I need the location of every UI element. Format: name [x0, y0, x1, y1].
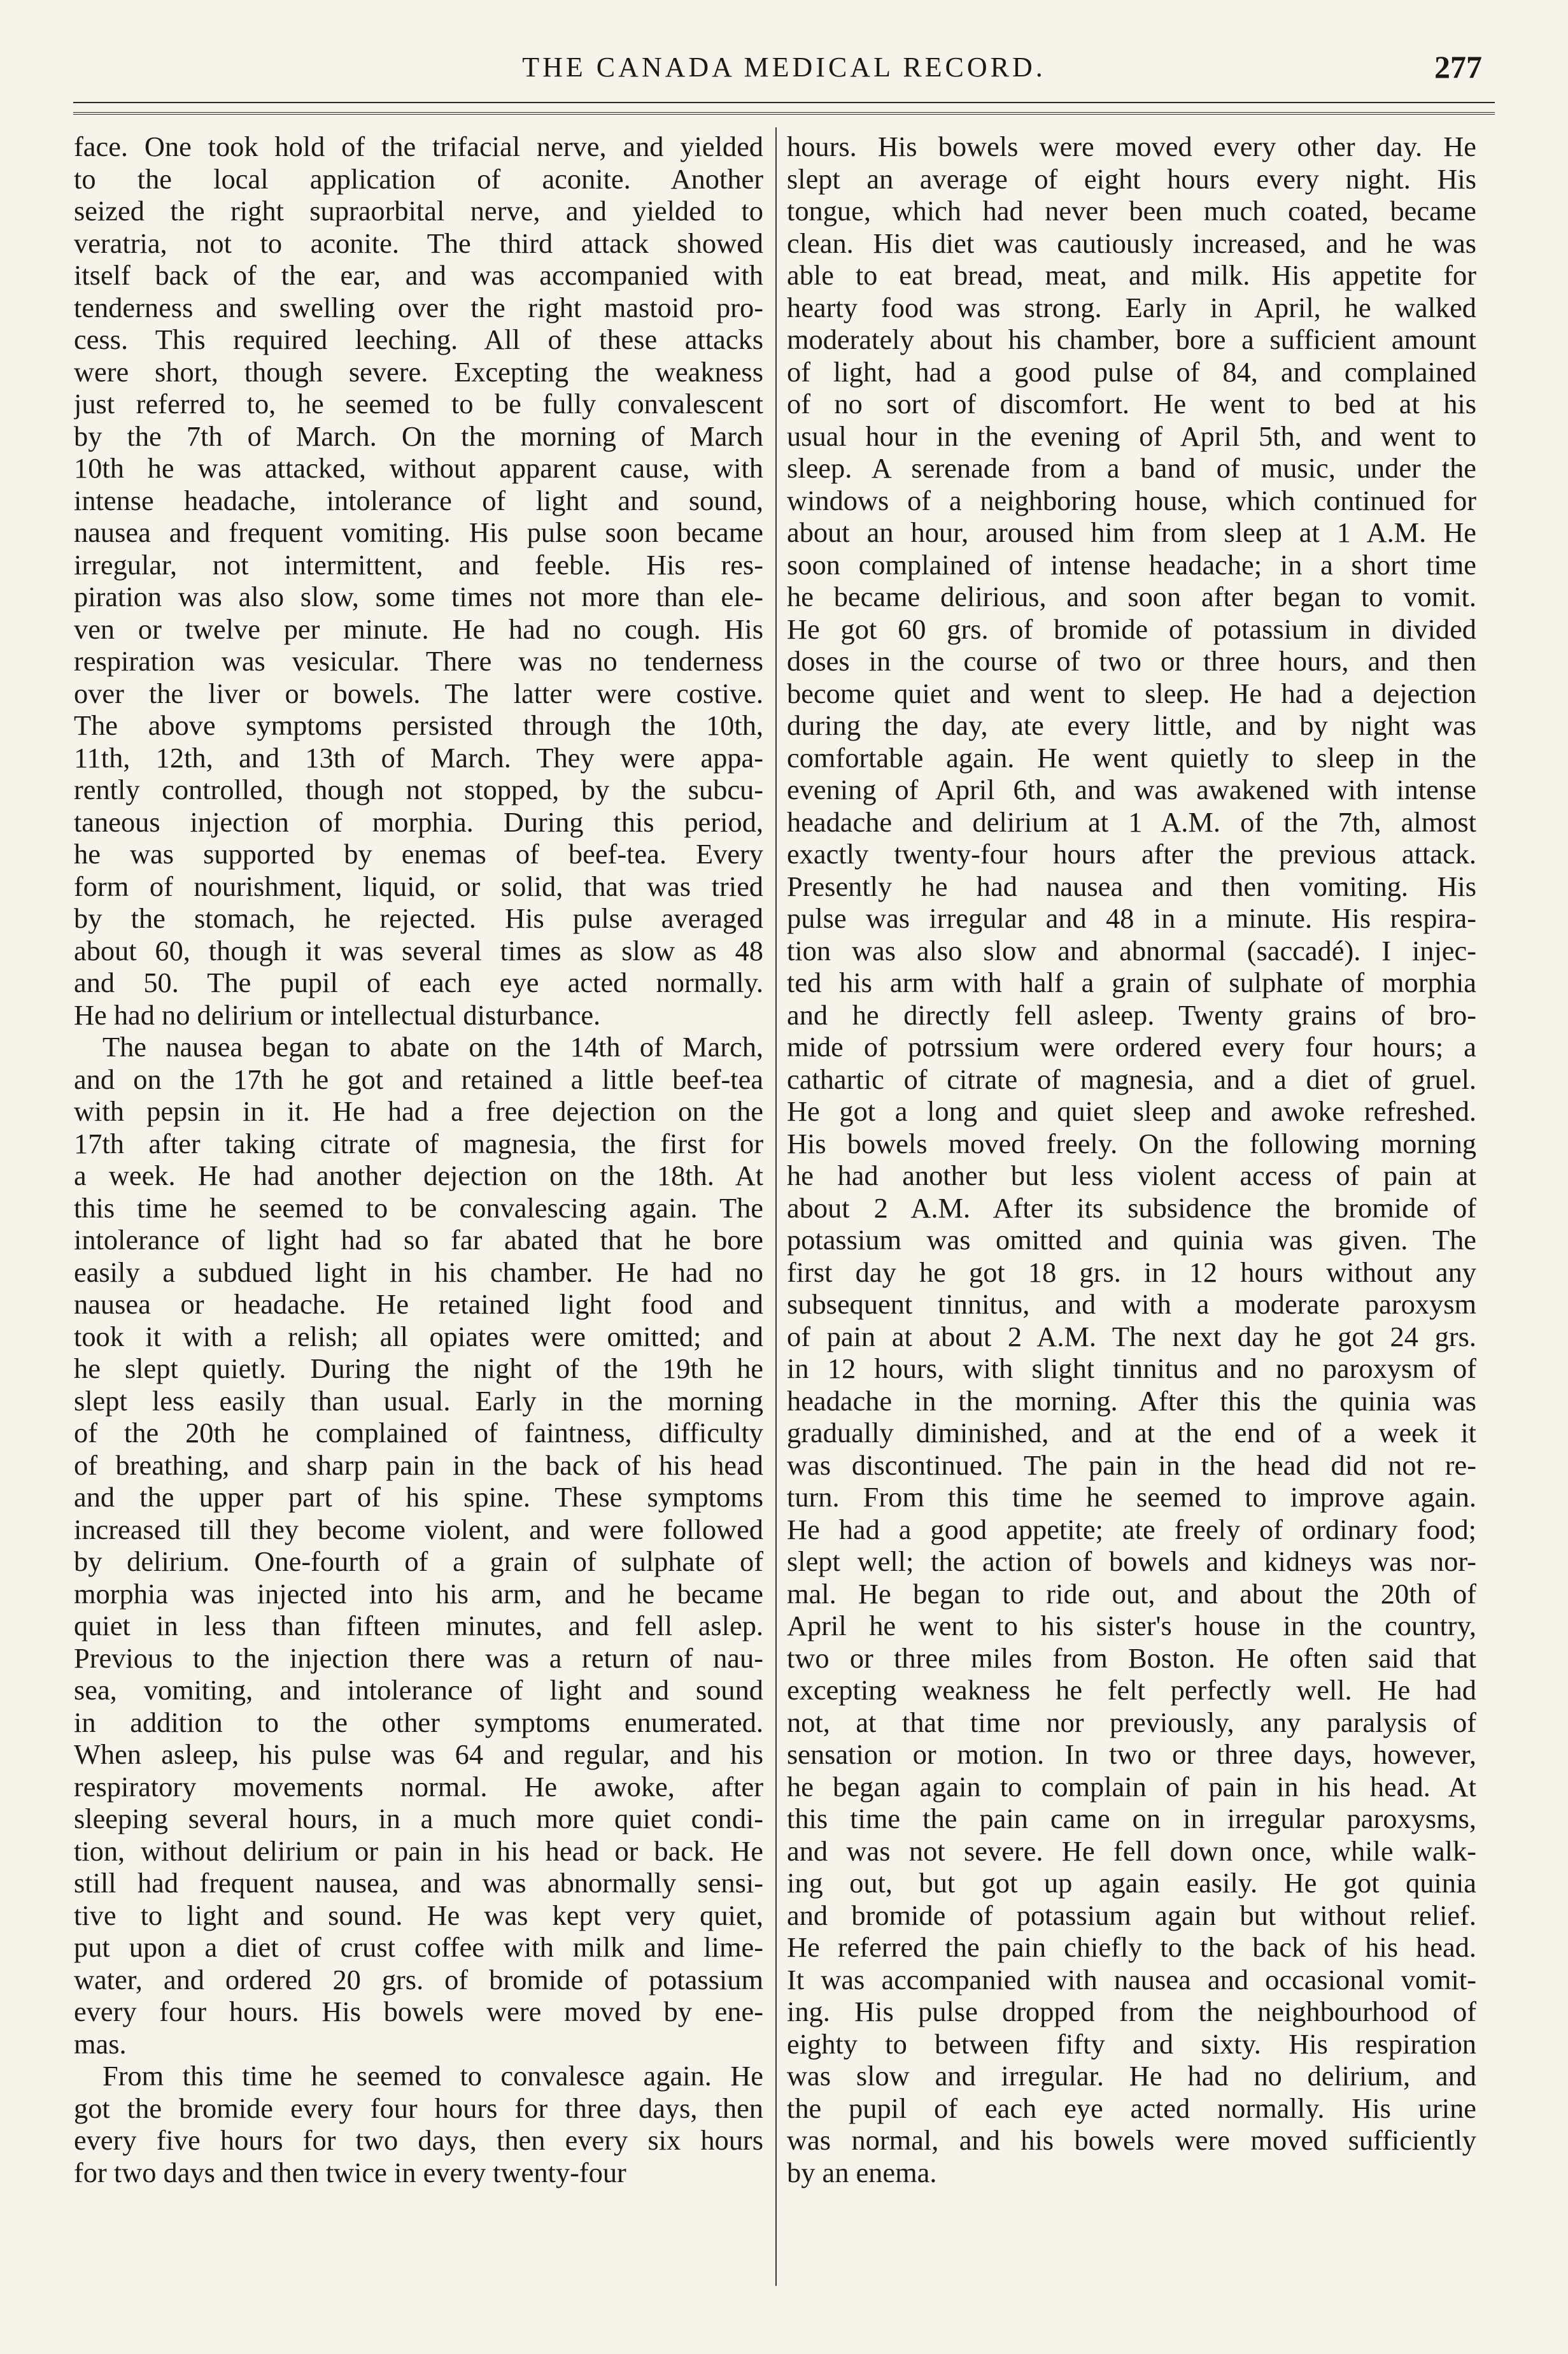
text-line: by delirium. One-fourth of a grain of sulphate of [74, 1545, 763, 1577]
text-line: ven or twelve per minute. He had no cough. His [74, 613, 763, 645]
text-line: intense headache, intolerance of light and sound, [74, 484, 763, 516]
text-line: not, at that time nor previously, any paralysis of [787, 1706, 1476, 1738]
text-line: sleeping several hours, in a much more quiet condi- [74, 1803, 763, 1834]
text-line: subsequent tinnitus, and with a moderate paroxysm [787, 1288, 1476, 1320]
text-line: slept well; the action of bowels and kidneys was nor- [787, 1545, 1476, 1577]
text-line: and on the 17th he got and retained a little beef-tea [74, 1063, 763, 1095]
text-line: tion was also slow and abnormal (saccadé). I injec- [787, 934, 1476, 967]
left-column [74, 131, 763, 2295]
text-line: comfortable again. He went quietly to sleep in the [787, 741, 1476, 774]
text-line: he had another but less violent access of pain at [787, 1159, 1476, 1191]
text-line: first day he got 18 grs. in 12 hours without any [787, 1256, 1476, 1288]
text-line: eighty to between fifty and sixty. His respiration [787, 2027, 1476, 2060]
column-divider [775, 127, 777, 2286]
text-line: usual hour in the evening of April 5th, and went to [787, 420, 1476, 452]
text-line: increased till they become violent, and were followed [74, 1513, 763, 1545]
text-line: itself back of the ear, and was accompanied with [74, 259, 763, 291]
text-line: quiet in less than fifteen minutes, and fell aslep. [74, 1610, 763, 1641]
text-line: for two days and then twice in every twenty-four [74, 2156, 626, 2188]
text-line: got the bromide every four hours for three days, then [74, 2092, 763, 2124]
text-line: and 50. The pupil of each eye acted normally. [74, 967, 763, 998]
text-line: of light, had a good pulse of 84, and complained [787, 355, 1476, 388]
text-line: about 60, though it was several times as slow as 48 [74, 934, 763, 967]
text-line: intolerance of light had so far abated that he bore [74, 1224, 763, 1256]
text-line: He got a long and quiet sleep and awoke refreshed. [787, 1095, 1476, 1127]
text-line: every five hours for two days, then every six hours [74, 2124, 763, 2156]
text-line: sensation or motion. In two or three days, however, [787, 1738, 1476, 1770]
text-line: He got 60 grs. of bromide of potassium in divided [787, 613, 1476, 645]
text-line: tongue, which had never been much coated, became [787, 195, 1476, 227]
text-line: to the local application of aconite. Another [74, 162, 763, 195]
text-line: taneous injection of morphia. During this period, [74, 805, 763, 838]
text-line: mas. [74, 2027, 127, 2060]
text-line: of pain at about 2 A.M. The next day he got 24 grs. [787, 1320, 1476, 1352]
text-line: doses in the course of two or three hours, and then [787, 645, 1476, 677]
text-line: he began again to complain of pain in his head. At [787, 1770, 1476, 1803]
text-line: It was accompanied with nausea and occasional vomit- [787, 1963, 1476, 1996]
text-line: and the upper part of his spine. These symptoms [74, 1481, 763, 1513]
text-line: respiration was vesicular. There was no tenderness [74, 645, 763, 677]
text-line: ing. His pulse dropped from the neighbourhood of [787, 1996, 1476, 2027]
text-line: He had no delirium or intellectual disturbance. [74, 998, 601, 1031]
text-line: sleep. A serenade from a band of music, under the [787, 452, 1476, 484]
header-double-rule [73, 112, 1495, 117]
text-line: tive to light and sound. He was kept very quiet, [74, 1899, 763, 1931]
text-line: of the 20th he complained of faintness, difficulty [74, 1417, 763, 1449]
text-line: April he went to his sister's house in the country, [787, 1610, 1476, 1641]
text-line: The above symptoms persisted through the 10th, [74, 709, 763, 741]
text-line: and was not severe. He fell down once, while walk- [787, 1834, 1476, 1867]
text-line: ted his arm with half a grain of sulphate of morphia [787, 967, 1476, 998]
text-line: about 2 A.M. After its subsidence the bromide of [787, 1191, 1476, 1224]
text-line: were short, though severe. Excepting the weakness [74, 355, 763, 388]
text-line: rently controlled, though not stopped, by the subcu- [74, 774, 763, 805]
text-line: form of nourishment, liquid, or solid, that was tried [74, 870, 763, 902]
text-line: over the liver or bowels. The latter were costive. [74, 677, 763, 709]
text-line: every four hours. His bowels were moved by ene- [74, 1996, 763, 2027]
text-line: ing out, but got up again easily. He got quinia [787, 1867, 1476, 1899]
text-line: put upon a diet of crust coffee with milk and lime- [74, 1931, 763, 1963]
text-line: able to eat bread, meat, and milk. His appetite for [787, 259, 1476, 291]
text-line: gradually diminished, and at the end of a week it [787, 1417, 1476, 1449]
text-line: still had frequent nausea, and was abnormally sensi- [74, 1867, 763, 1899]
text-line: evening of April 6th, and was awakened with intense [787, 774, 1476, 805]
text-line: in addition to the other symptoms enumerated. [74, 1706, 763, 1738]
text-line: a week. He had another dejection on the 18th. At [74, 1159, 763, 1191]
text-line: just referred to, he seemed to be fully convalescent [74, 388, 763, 420]
text-line: tenderness and swelling over the right mastoid pro- [74, 291, 763, 323]
text-line: His bowels moved freely. On the following morning [787, 1127, 1476, 1159]
text-line: this time the pain came on in irregular paroxysms, [787, 1803, 1476, 1834]
text-line: mide of potrssium were ordered every four hours; a [787, 1031, 1476, 1063]
text-line: face. One took hold of the trifacial nerve, and yielded [74, 131, 763, 162]
text-line: by the 7th of March. On the morning of March [74, 420, 763, 452]
text-line: veratria, not to aconite. The third attack showed [74, 227, 763, 259]
text-line: He had a good appetite; ate freely of ordinary food; [787, 1513, 1476, 1545]
text-line: nausea or headache. He retained light food and [74, 1288, 763, 1320]
text-line: 17th after taking citrate of magnesia, the first for [74, 1127, 763, 1159]
text-line: turn. From this time he seemed to improve again. [787, 1481, 1476, 1513]
text-line: When asleep, his pulse was 64 and regular, and his [74, 1738, 763, 1770]
text-line: he slept quietly. During the night of the 19th he [74, 1352, 763, 1384]
text-line: exactly twenty-four hours after the previous attack. [787, 838, 1476, 870]
text-line: morphia was injected into his arm, and he became [74, 1577, 763, 1610]
right-column [787, 131, 1476, 2295]
text-line: the pupil of each eye acted normally. His urine [787, 2092, 1476, 2124]
text-line: He referred the pain chiefly to the back of his head. [787, 1931, 1476, 1963]
text-line: become quiet and went to sleep. He had a dejection [787, 677, 1476, 709]
text-line: slept less easily than usual. Early in the morning [74, 1384, 763, 1417]
text-line: irregular, not intermittent, and feeble. His res- [74, 548, 763, 581]
journal-title: THE CANADA MEDICAL RECORD. [522, 52, 1046, 83]
text-line: cess. This required leeching. All of these attacks [74, 323, 763, 355]
text-line: he was supported by enemas of beef-tea. Every [74, 838, 763, 870]
text-line: headache in the morning. After this the quinia was [787, 1384, 1476, 1417]
text-line: mal. He began to ride out, and about the 20th of [787, 1577, 1476, 1610]
text-line: cathartic of citrate of magnesia, and a diet of gruel. [787, 1063, 1476, 1095]
text-line: Presently he had nausea and then vomiting. His [787, 870, 1476, 902]
text-line: he became delirious, and soon after began to vomit. [787, 581, 1476, 613]
text-line: water, and ordered 20 grs. of bromide of potassium [74, 1963, 763, 1996]
text-line: headache and delirium at 1 A.M. of the 7th, almost [787, 805, 1476, 838]
text-line: was normal, and his bowels were moved sufficiently [787, 2124, 1476, 2156]
text-line: with pepsin in it. He had a free dejection on the [74, 1095, 763, 1127]
page-header [70, 51, 1498, 102]
text-line: respiratory movements normal. He awoke, after [74, 1770, 763, 1803]
text-line: by the stomach, he rejected. His pulse averaged [74, 902, 763, 934]
text-line: soon complained of intense headache; in a short time [787, 548, 1476, 581]
text-line: moderately about his chamber, bore a sufficient amount [787, 323, 1476, 355]
text-line: during the day, ate every little, and by night was [787, 709, 1476, 741]
text-line: in 12 hours, with slight tinnitus and no paroxysm of [787, 1352, 1476, 1384]
text-line: of breathing, and sharp pain in the back of his head [74, 1449, 763, 1481]
text-line: by an enema. [787, 2156, 937, 2188]
text-line: From this time he seemed to convalesce again. He [102, 2060, 763, 2092]
text-line: slept an average of eight hours every night. His [787, 162, 1476, 195]
text-line: this time he seemed to be convalescing again. The [74, 1191, 763, 1224]
text-line: hearty food was strong. Early in April, he walked [787, 291, 1476, 323]
page-number: 277 [1434, 49, 1482, 85]
text-line: excepting weakness he felt perfectly well. He had [787, 1674, 1476, 1706]
text-line: sea, vomiting, and intolerance of light and sound [74, 1674, 763, 1706]
text-line: easily a subdued light in his chamber. He had no [74, 1256, 763, 1288]
text-line: 11th, 12th, and 13th of March. They were appa- [74, 741, 763, 774]
text-line: was discontinued. The pain in the head did not re- [787, 1449, 1476, 1481]
text-line: took it with a relish; all opiates were omitted; and [74, 1320, 763, 1352]
text-line: about an hour, aroused him from sleep at 1 A.M. He [787, 516, 1476, 548]
text-line: Previous to the injection there was a return of nau- [74, 1641, 763, 1674]
text-line: nausea and frequent vomiting. His pulse soon became [74, 516, 763, 548]
text-line: 10th he was attacked, without apparent cause, with [74, 452, 763, 484]
text-line: tion, without delirium or pain in his head or back. He [74, 1834, 763, 1867]
text-line: pulse was irregular and 48 in a minute. His respira- [787, 902, 1476, 934]
text-line: seized the right supraorbital nerve, and yielded to [74, 195, 763, 227]
text-line: and bromide of potassium again but without relief. [787, 1899, 1476, 1931]
text-line: piration was also slow, some times not more than ele- [74, 581, 763, 613]
text-line: two or three miles from Boston. He often said that [787, 1641, 1476, 1674]
text-line: clean. His diet was cautiously increased, and he was [787, 227, 1476, 259]
text-line: windows of a neighboring house, which continued for [787, 484, 1476, 516]
text-line: and he directly fell asleep. Twenty grains of bro- [787, 998, 1476, 1031]
text-line: was slow and irregular. He had no delirium, and [787, 2060, 1476, 2092]
header-rule [73, 102, 1495, 103]
text-line: hours. His bowels were moved every other day. He [787, 131, 1476, 162]
text-line: The nausea began to abate on the 14th of March, [102, 1031, 763, 1063]
text-line: potassium was omitted and quinia was given. The [787, 1224, 1476, 1256]
text-line: of no sort of discomfort. He went to bed at his [787, 388, 1476, 420]
